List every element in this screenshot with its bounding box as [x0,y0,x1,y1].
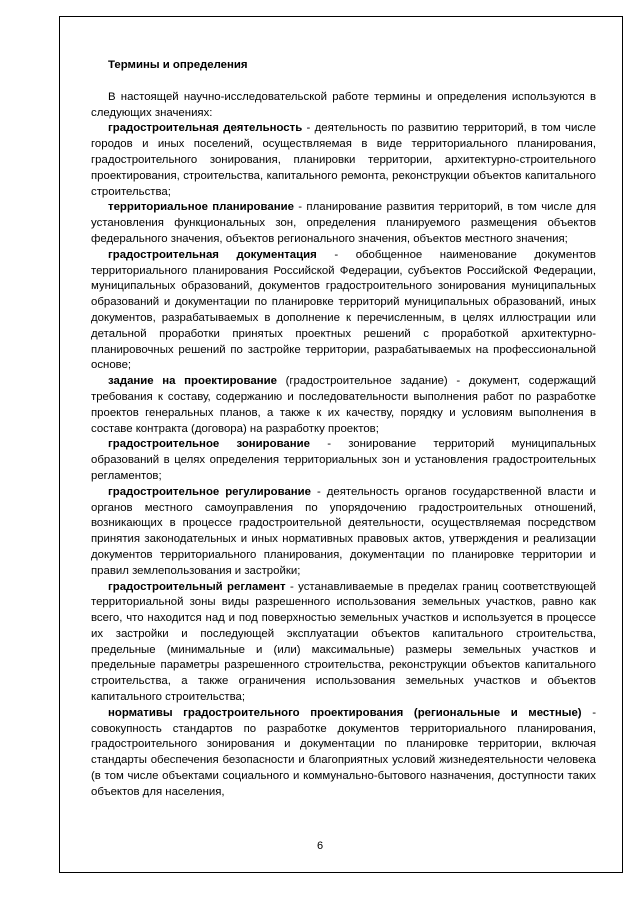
definition-item [91,200,596,247]
definition-term: задание на проектирование [108,375,277,388]
definition-item [91,248,596,374]
definition-text: - деятельность по развитию территорий, в том числе городов и иных поселений, осуществляемая в виде территориального планирования, градостроительного зонирования, планировки территории, архитектурно-строительного проектирования, строительства, капитального ремонта, реконструкции объектов капитального строительства; [91,122,596,198]
definition-item [91,437,596,484]
definition-term: градостроительная деятельность [108,122,303,135]
definition-text: - планирование развития территорий, в том числе для установления функциональных зон, определения планируемого размещения объектов федерального значения, объектов регионального значения, объектов местного значения; [91,201,596,245]
definition-item [91,706,596,801]
definition-term: градостроительное регулирование [108,485,311,498]
definition-term: нормативы градостроительного проектирования (региональные и местные) [108,706,582,719]
definition-text: - зонирование территорий муниципальных образований в целях определения территориальных зон и установления градостроительных регламентов; [91,438,597,482]
definition-term: территориальное планирование [108,201,294,214]
intro-paragraph: В настоящей научно-исследовательской работе термины и определения используются в следующих значениях: [91,90,596,119]
definition-text: - устанавливаемые в пределах границ соответствующей территориальной зоны виды разрешенного использования земельных участков, равно как всего, что находится над и под поверхностью земельных участков и используется в процессе их застройки и последующей эксплуатации объектов капитального строительства, предельные (минимальные и (или) максимальные) размеры земельных участков и предельные параметры разрешенного строительства, реконструкции объектов капитального строительства, а также ограничения использования земельных участков и объектов капитального строительства; [91,580,596,704]
definition-text: - деятельность органов государственной власти и органов местного самоуправления по упорядочению градостроительных отношений, возникающих в процессе градостроительной деятельности, осуществляемая посредством принятия законодательных и иных нормативных правовых актов, утверждения и реализации документов территориального планирования, документации по планировке территории и правил землепользования и застройки; [91,485,596,577]
section-heading: Термины и определения [108,59,248,71]
definition-term: градостроительное зонирование [108,438,310,451]
definition-term: градостроительная документация [108,248,317,261]
definition-text: - обобщенное наименование документов территориального планирования Российской Федерации, субъектов Российской Федерации, муниципальных образований, документов градостроительного зонирования муниципальных образований и документации по планировке территорий муниципальных образований, иных документов, разрабатываемых в дополнение к перечисленным, в целях иллюстрации или детальной проработки принятых проектных решений с проработкой архитектурно-планировочных решений по застройке территории, разрабатываемых на профессиональной основе; [91,248,596,372]
definition-item [91,374,596,437]
document-body [91,58,596,801]
definition-text: - совокупность стандартов по разработке документов территориального планирования, градостроительного зонирования и документации по планировке территории, включая стандарты обеспечения безопасности и благоприятных условий жизнедеятельности человека (в том числе объектами социального и коммунально-бытового назначения, доступности таких объектов для населения, [91,706,596,798]
definition-text: (градостроительное задание) - документ, содержащий требования к составу, содержанию и последовательности выполнения работ по разработке проектов генеральных планов, а также к их качеству, порядку и условиям выполнения в составе контракта (договора) на разработку проектов; [91,375,597,435]
page-number: 6 [316,840,324,852]
definition-item [91,580,596,706]
definition-item [91,485,596,580]
definition-term: градостроительный регламент [108,580,286,593]
definition-item [91,121,596,200]
